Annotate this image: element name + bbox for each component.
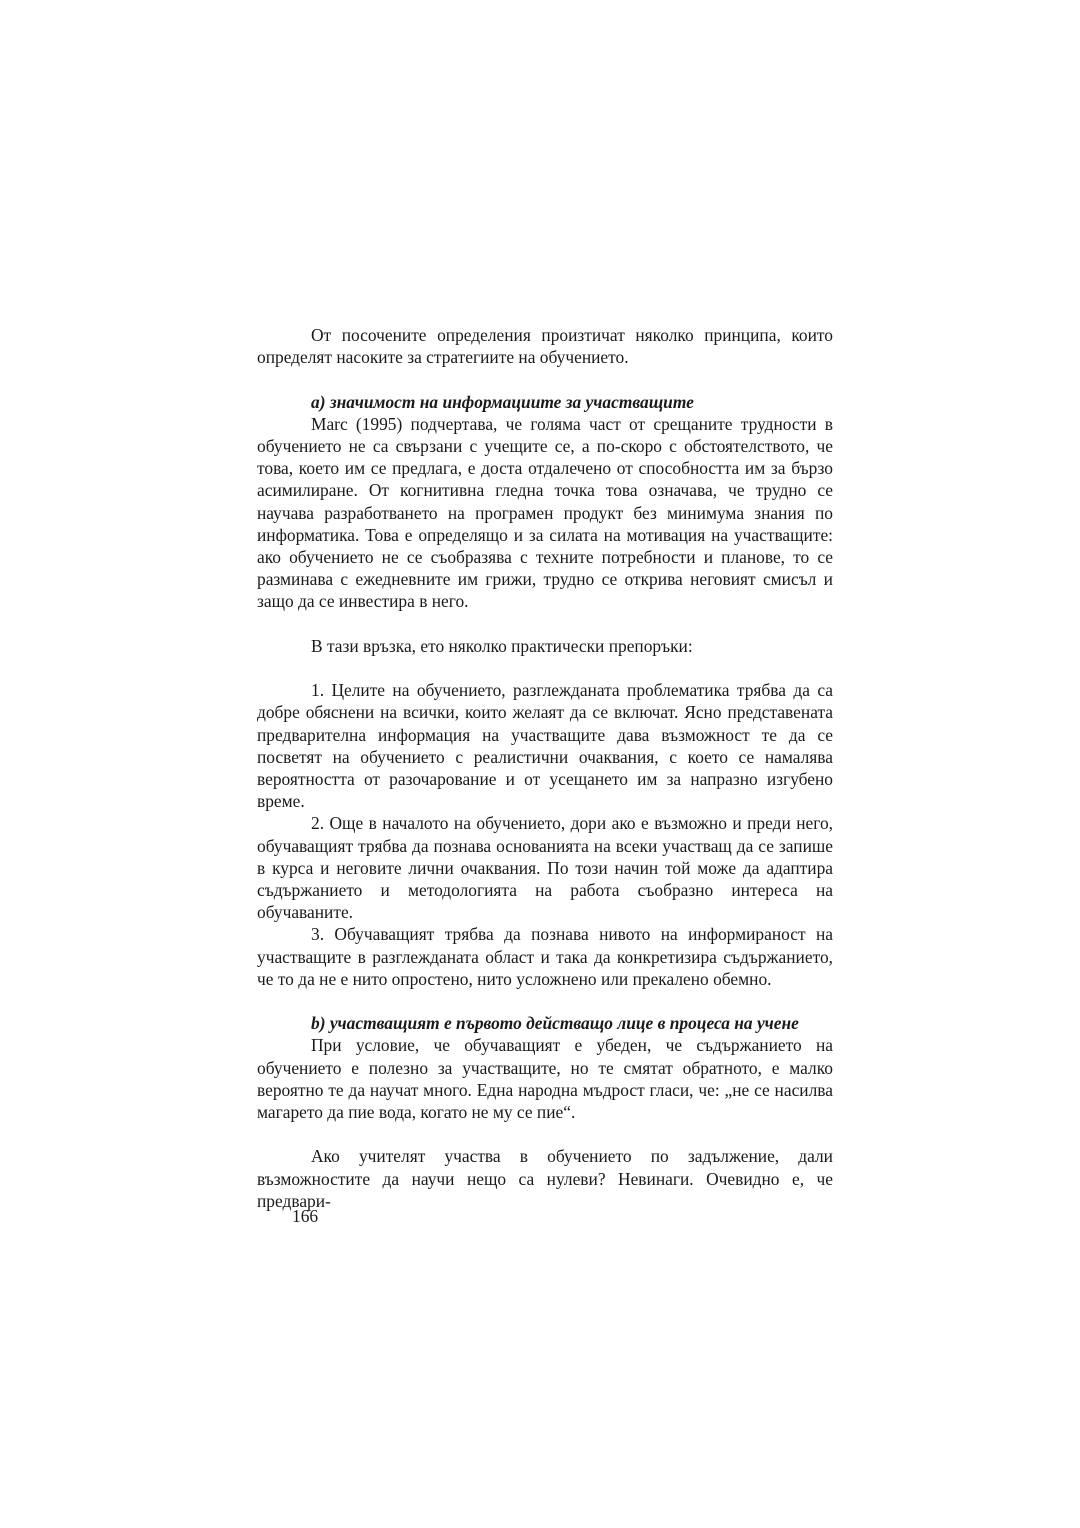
section-b-paragraph: При условие, че обучаващият е убеден, че съдържанието на обучението е полезно за участващите, но те смятат обратното, е малко вероятно те да научат много. Една народна мъдрост гласи, че: „не се насилва магарето да пие вода, когато не му се пие“.: [257, 1035, 833, 1123]
section-b-heading: b) участващият е първото действащо лице в процеса на учене: [311, 1013, 799, 1034]
intro-paragraph: От посочените определения произтичат няколко принципа, които определят насоките за стратегиите на обучението.: [257, 325, 833, 368]
closing-paragraph: Ако учителят участва в обучението по задължение, дали възможностите да научи нещо са нулеви? Невинаги. Очевидно е, че предвари-: [257, 1146, 833, 1211]
recommendation-item: 3. Обучаващият трябва да познава нивото на информираност на участващите в разглежданата област и така да конкретизира съдържанието, че то да не е нито опростено, нито усложнено или прекалено обемно.: [257, 924, 833, 989]
page-number: 166: [292, 1206, 319, 1226]
section-a-paragraph: Marc (1995) подчертава, че голяма част от срещаните трудности в обучението не са свързани с учещите се, а по-скоро с обстоятелството, че това, което им се предлага, е доста отдалечено от способността им за бързо асимилиране. От когнитивна гледна точка това означава, че трудно се научава разработването на програмен продукт без минимума знания по информатика. Това е определящо и за силата на мотивация на участващите: ако обучението не се съобразява с техните потребности и планове, то се разминава с ежедневните им грижи, трудно се открива неговият смисъл и защо да се инвестира в него.: [257, 413, 833, 612]
recommendations-intro: В тази връзка, ето няколко практически препоръки:: [311, 635, 693, 656]
recommendation-item: 2. Още в началото на обучението, дори ако е възможно и преди него, обучаващият трябва да познава основанията на всеки участващ да се запише в курса и неговите лични очаквания. По този начин той може да адаптира съдържанието и методологията на работа съобразно интереса на обучаваните.: [257, 813, 833, 923]
recommendation-item: 1. Целите на обучението, разглежданата проблематика трябва да са добре обяснени на всички, които желаят да се включат. Ясно представената предварителна информация на участващите дава възможност те да се посветят на обучението с реалистични очаквания, с което се намалява вероятността от разочарование и от усещането им за напразно изгубено време.: [257, 680, 833, 812]
page-body: [257, 324, 833, 1212]
section-a-heading: a) значимост на информациите за участващите: [311, 391, 694, 412]
